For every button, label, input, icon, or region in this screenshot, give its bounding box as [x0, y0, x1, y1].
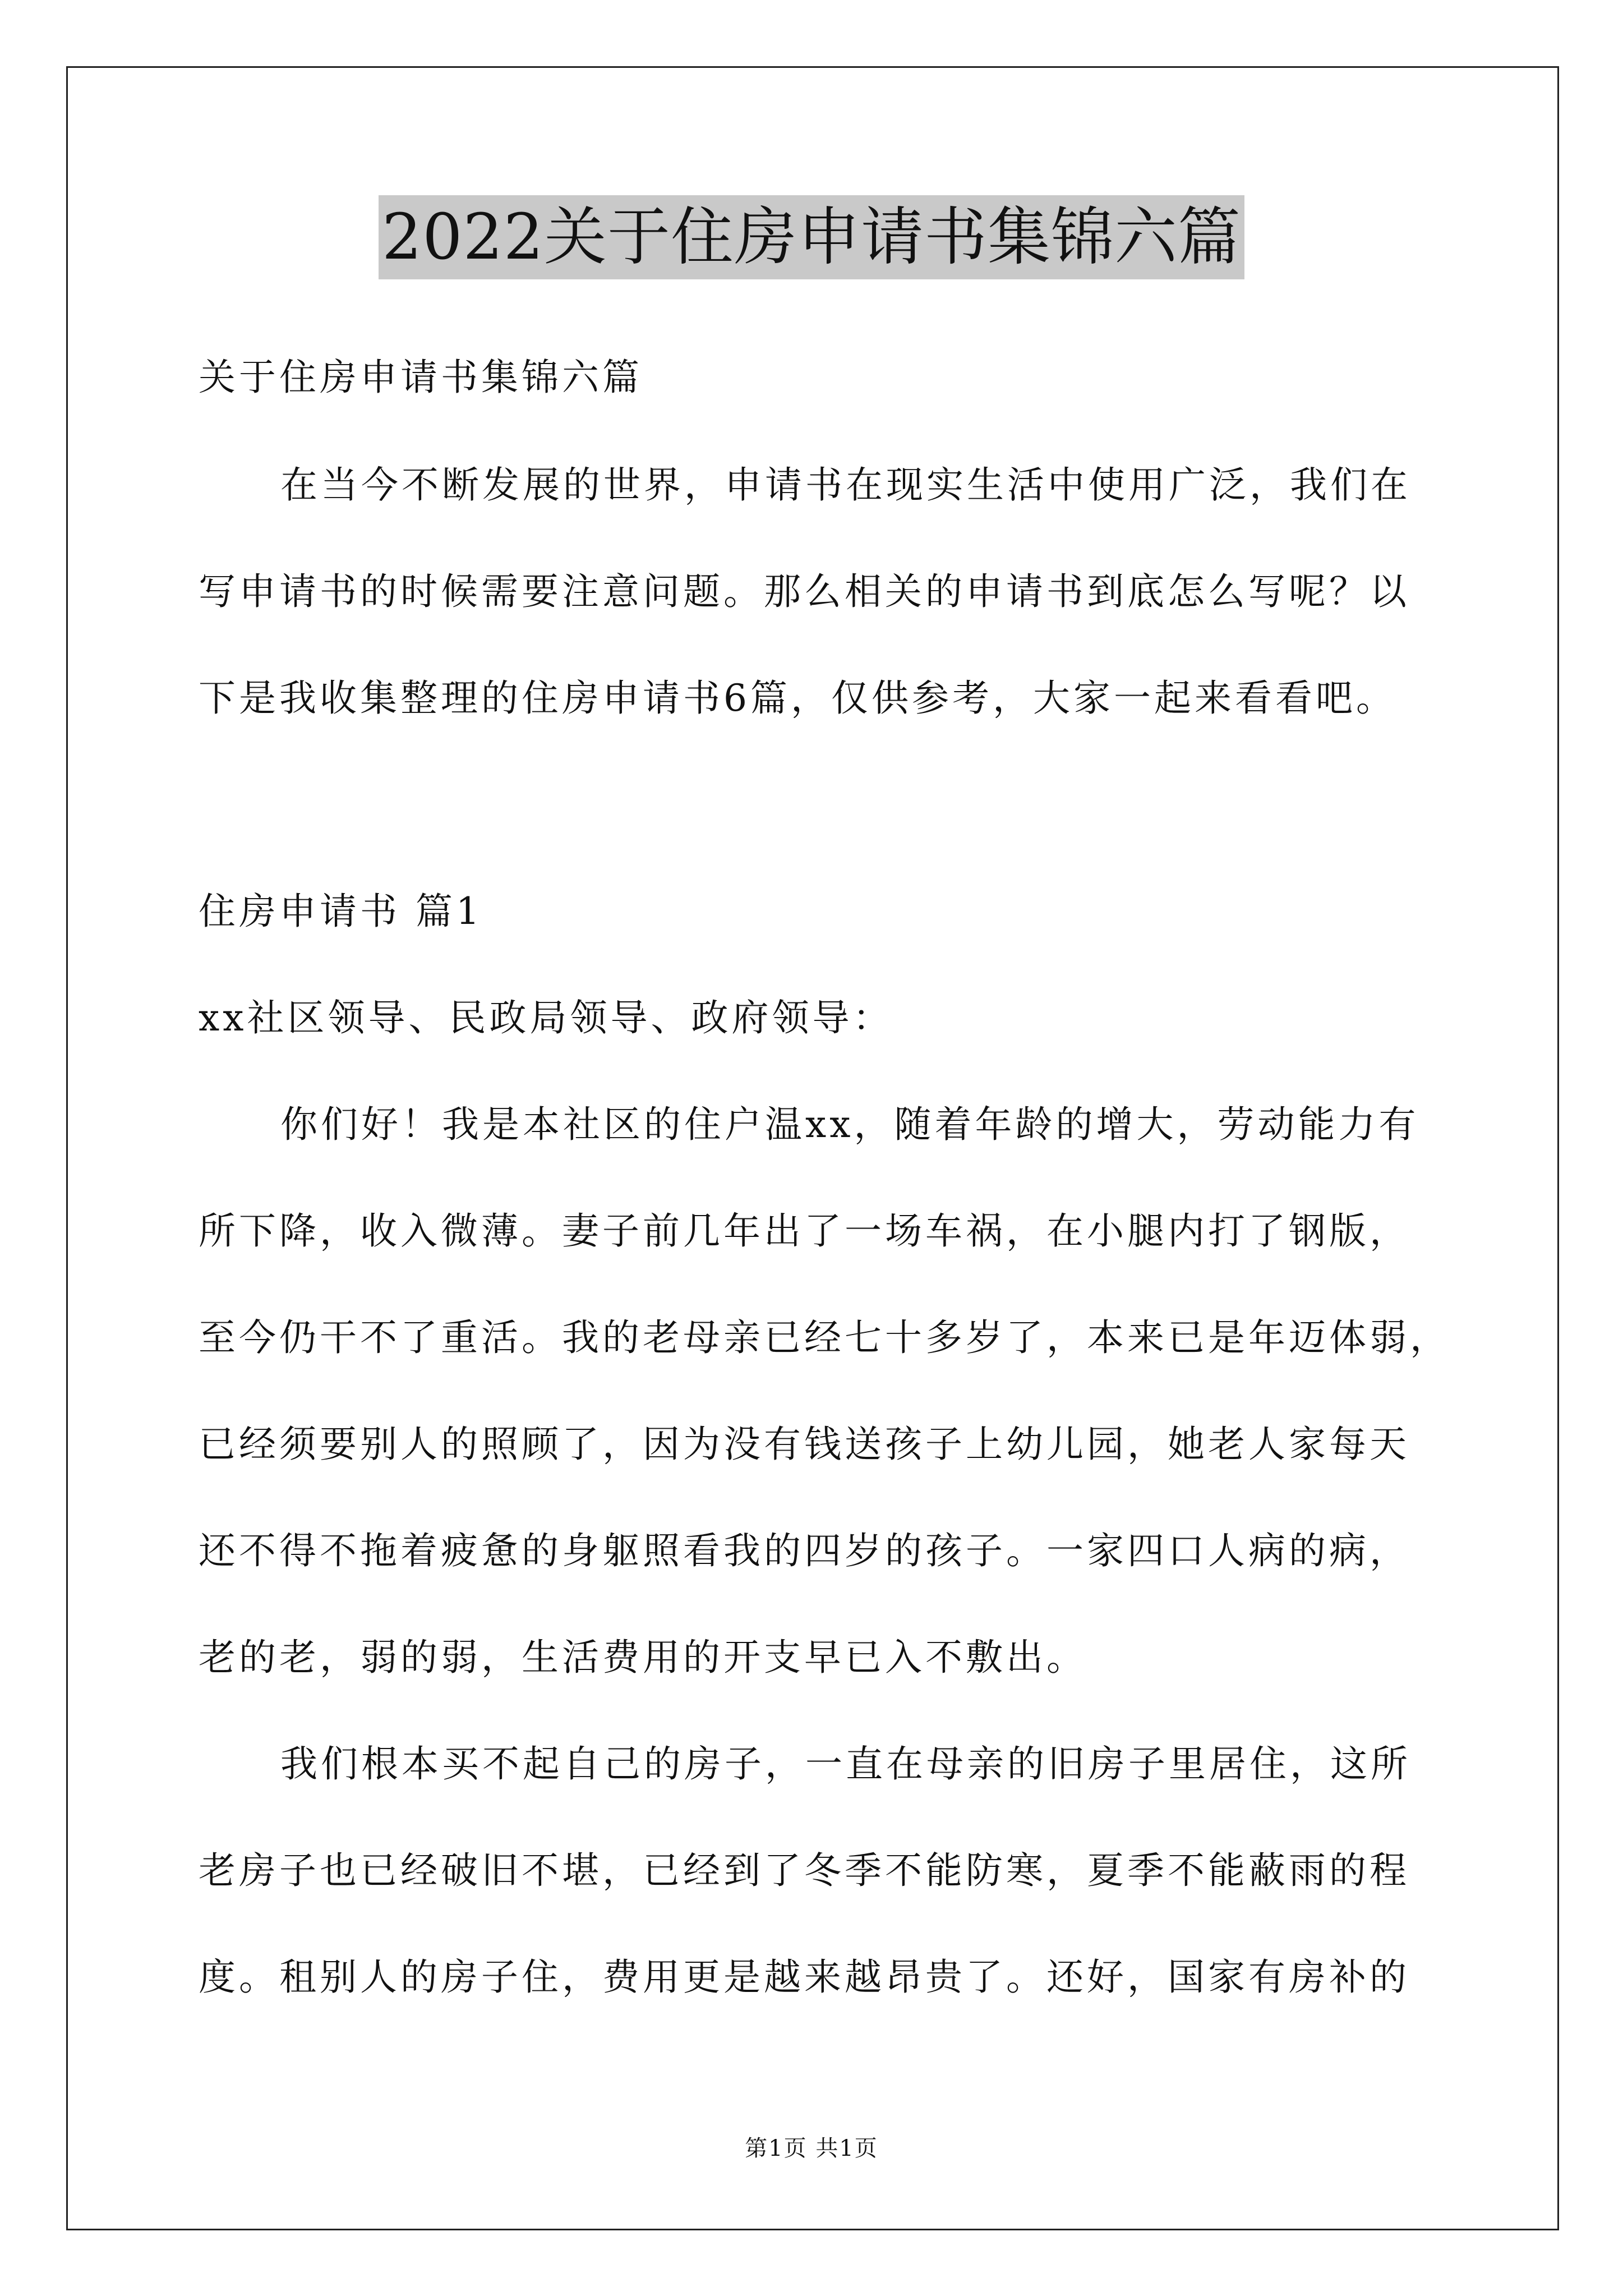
- paragraph-line: 至今仍干不了重活。我的老母亲已经七十多岁了，本来已是年迈体弱，: [199, 1316, 1450, 1359]
- paragraph-line: 老的老，弱的弱，生活费用的开支早已入不敷出。: [199, 1636, 1087, 1679]
- document-title: 2022关于住房申请书集锦六篇: [379, 195, 1244, 279]
- title-container: [0, 195, 1623, 279]
- intro-line: 下是我收集整理的住房申请书6篇，仅供参考，大家一起来看看吧。: [199, 677, 1396, 720]
- paragraph-line: 老房子也已经破旧不堪，已经到了冬季不能防寒，夏季不能蔽雨的程: [199, 1849, 1410, 1892]
- paragraph-line: 你们好！我是本社区的住户温xx，随着年龄的增大，劳动能力有: [280, 1103, 1419, 1146]
- page-footer: 第1页 共1页: [745, 2136, 878, 2161]
- paragraph-line: 还不得不拖着疲惫的身躯照看我的四岁的孩子。一家四口人病的病，: [199, 1529, 1410, 1572]
- intro-line: 写申请书的时候需要注意问题。那么相关的申请书到底怎么写呢？以: [199, 570, 1410, 613]
- salutation: xx社区领导、民政局领导、政府领导：: [199, 996, 893, 1039]
- paragraph-line: 我们根本买不起自己的房子，一直在母亲的旧房子里居住，这所: [280, 1742, 1411, 1786]
- intro-line: 在当今不断发展的世界，申请书在现实生活中使用广泛，我们在: [280, 463, 1411, 507]
- document-subtitle: 关于住房申请书集锦六篇: [199, 356, 643, 399]
- paragraph-line: 已经须要别人的照顾了，因为没有钱送孩子上幼儿园，她老人家每天: [199, 1423, 1410, 1466]
- paragraph-line: 所下降，收入微薄。妻子前几年出了一场车祸，在小腿内打了钢版，: [199, 1209, 1410, 1253]
- paragraph-line: 度。租别人的房子住，费用更是越来越昂贵了。还好，国家有房补的: [199, 1955, 1410, 1999]
- section-heading: 住房申请书 篇1: [199, 890, 483, 933]
